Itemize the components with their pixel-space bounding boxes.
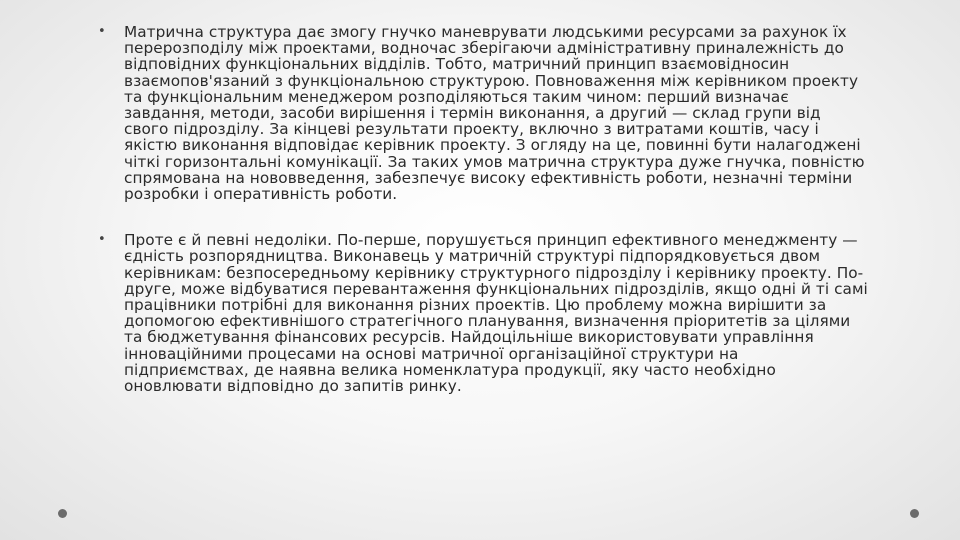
bullet-text-1: Матрична структура дає змогу гнучко маневрувати людськими ресурсами за рахунок їх перерозподілу між проектами, водночас зберігаючи адміністративну приналежність до відповідних функціональних відділів. Тобто, матричний принцип взаємовідносин взаємопов'язаний з функціональною структурою. Повноваження між керівником проекту та функціональним менеджером розподіляються таким чином: перший визначає завдання, методи, засоби вирішення і термін виконання, а другий — склад групи від свого підрозділу. За кінцеві результати проекту, включно з витратами коштів, часу і якістю виконання відповідає керівник проекту. З огляду на це, повинні бути налагоджені чіткі горизонтальні комунікації. За таких умов матрична структура дуже гнучка, повністю спрямована на нововведення, забезпечує високу ефективність роботи, незначні терміни розробки і оперативність роботи. bbox=[124, 23, 865, 204]
bullet-list bbox=[98, 24, 868, 394]
bullet-item-1 bbox=[98, 24, 868, 202]
bullet-item-2 bbox=[98, 232, 868, 394]
bullet-marker: • bbox=[98, 232, 106, 248]
decorative-dot-right-icon bbox=[910, 509, 919, 518]
decorative-dot-left-icon bbox=[58, 509, 67, 518]
bullet-text-2: Проте є й певні недоліки. По-перше, порушується принцип ефективного менеджменту — єдність розпорядництва. Виконавець у матричній структурі підпорядковується двом керівникам: безпосередньому керівнику структурного підрозділу і керівнику проекту. По-друге, може відбуватися перевантаження функціональних підрозділів, якщо одні й ті самі працівники потрібні для виконання різних проектів. Цю проблему можна вирішити за допомогою ефективнішого стратегічного планування, визначення пріоритетів за цілями та бюджетування фінансових ресурсів. Найдоцільніше використовувати управління інноваційними процесами на основі матричної організаційної структури на підприємствах, де наявна велика номенклатура продукції, яку часто необхідно оновлювати відповідно до запитів ринку. bbox=[124, 231, 868, 396]
bullet-marker: • bbox=[98, 24, 106, 39]
